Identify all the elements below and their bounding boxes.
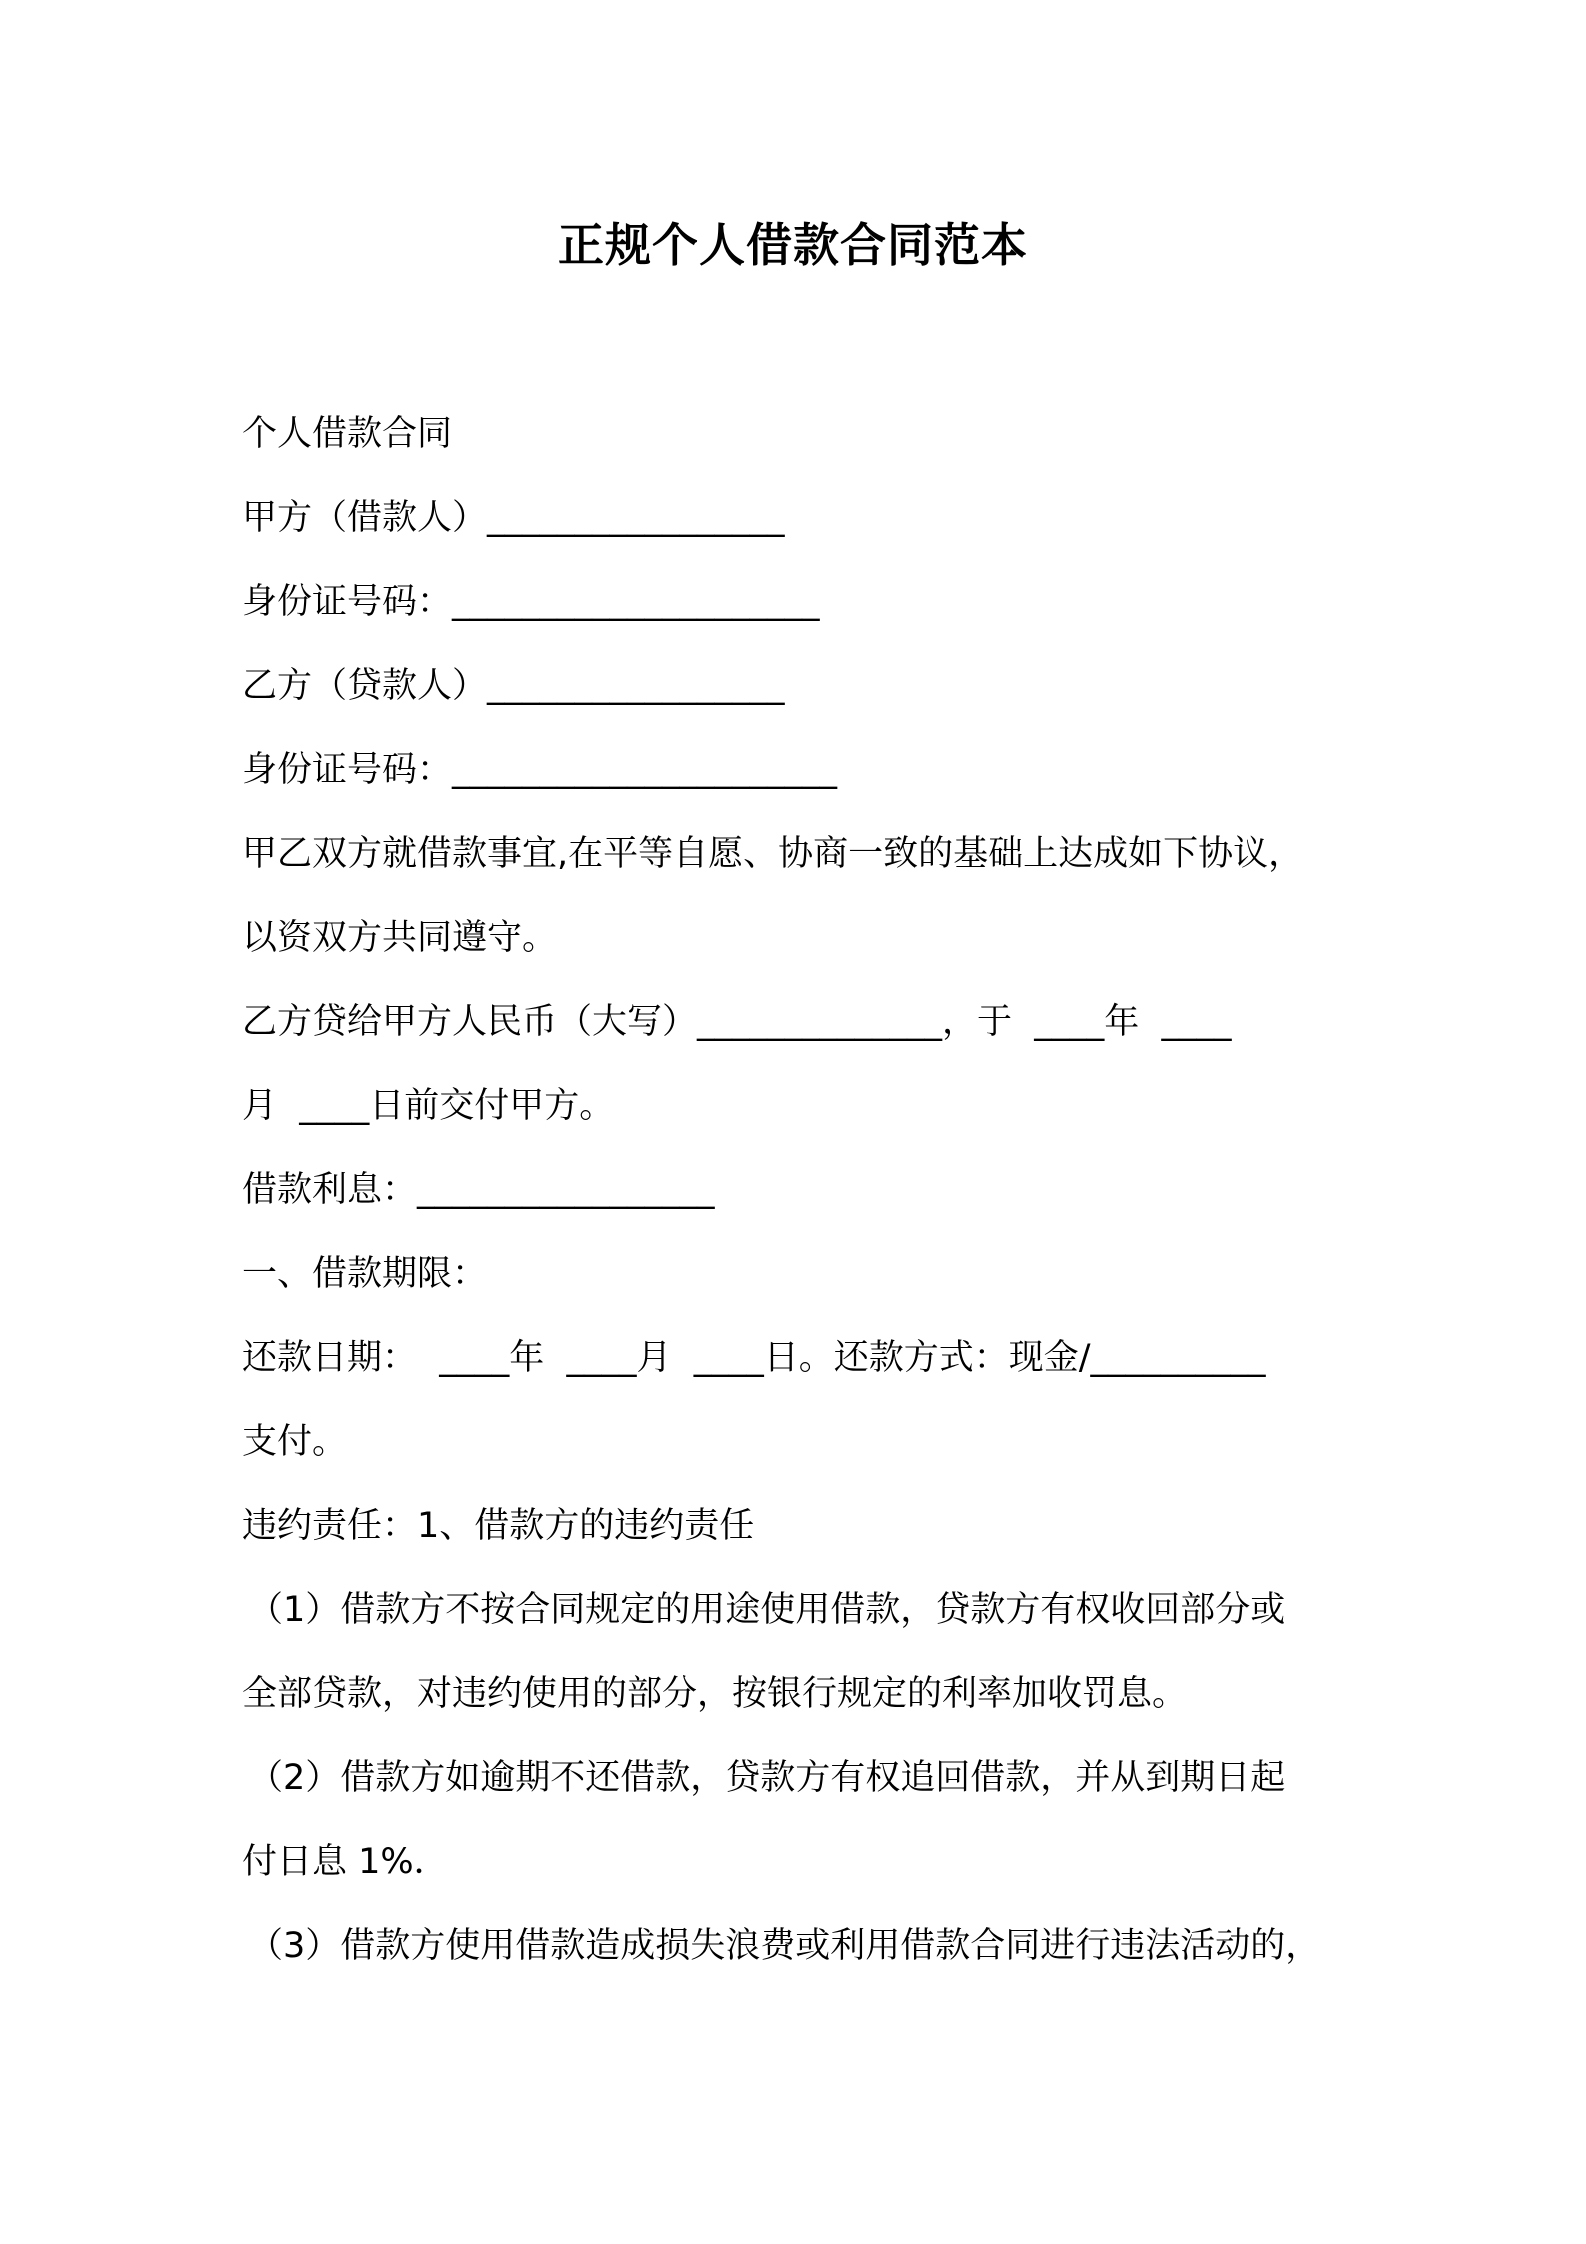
clause-2-line-2: 付日息 1%． xyxy=(242,1842,449,1882)
breach-liability-heading: 违约责任：1、借款方的违约责任 xyxy=(242,1506,755,1546)
party-a-id-number-line: 身份证号码：_____________________ xyxy=(242,582,820,622)
repayment-date-line-1: 还款日期： ____年 ____月 ____日。还款方式：现金/__________ xyxy=(242,1338,1266,1378)
clause-1-line-2: 全部贷款，对违约使用的部分，按银行规定的利率加收罚息。 xyxy=(242,1674,1188,1714)
section-loan-term-heading: 一、借款期限： xyxy=(242,1254,488,1294)
agreement-intro-line-2: 以资双方共同遵守。 xyxy=(242,918,558,958)
agreement-intro-line-1: 甲乙双方就借款事宜,在平等自愿、协商一致的基础上达成如下协议， xyxy=(242,834,1304,874)
loan-amount-line-2: 月 ____日前交付甲方。 xyxy=(242,1086,615,1126)
clause-2-line-1: （2）借款方如逾期不还借款，贷款方有权追回借款，并从到期日起 xyxy=(248,1758,1286,1798)
contract-heading: 个人借款合同 xyxy=(242,414,453,454)
loan-interest-line: 借款利息：_________________ xyxy=(242,1170,715,1210)
clause-3-line-1: （3）借款方使用借款造成损失浪费或利用借款合同进行违法活动的， xyxy=(248,1926,1321,1966)
loan-amount-line-1: 乙方贷给甲方人民币（大写）______________，于 ____年 ____ xyxy=(242,1002,1232,1042)
party-a-borrower-line: 甲方（借款人）_________________ xyxy=(242,498,785,538)
party-b-id-number-line: 身份证号码：______________________ xyxy=(242,750,838,790)
party-b-lender-line: 乙方（贷款人）_________________ xyxy=(242,666,785,706)
repayment-date-line-2: 支付。 xyxy=(242,1422,348,1462)
document-title: 正规个人借款合同范本 xyxy=(558,218,1028,272)
clause-1-line-1: （1）借款方不按合同规定的用途使用借款，贷款方有权收回部分或 xyxy=(248,1590,1286,1630)
